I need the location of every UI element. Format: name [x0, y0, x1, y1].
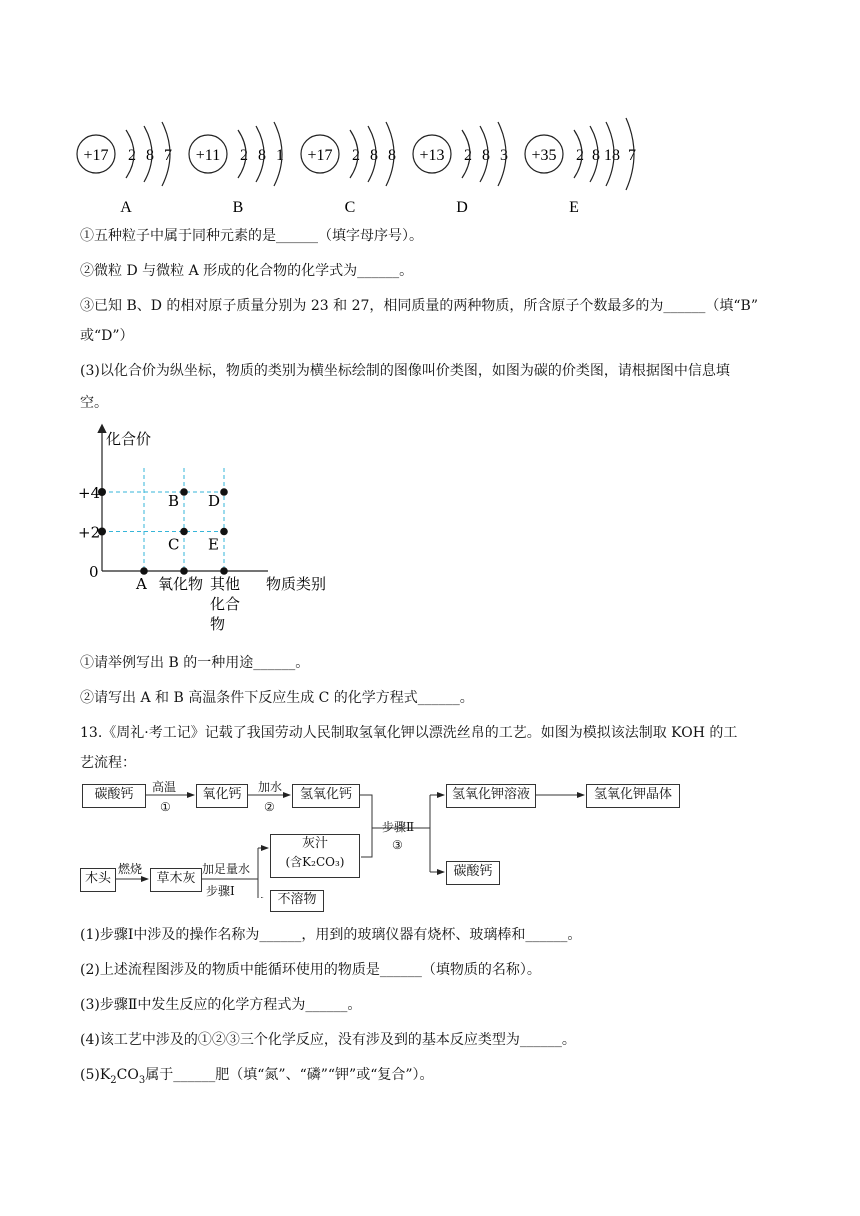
electron-count: 8 [146, 147, 154, 164]
electron-count: 1 [276, 147, 284, 164]
question-line: ①五种粒子中属于同种元素的是______（填字母序号）。 [80, 228, 423, 244]
x-tick-label: 化合 [210, 595, 241, 613]
q5-subscript: 3 [138, 1074, 146, 1086]
label-burn: 燃烧 [118, 862, 143, 876]
point-label: E [208, 535, 219, 554]
flow-node-lye [270, 834, 360, 878]
x-tick-label: 物 [210, 615, 226, 633]
atom-label: A [120, 199, 132, 216]
nucleus-charge: +13 [419, 147, 445, 164]
nucleus-charge: +17 [307, 147, 333, 164]
electron-count: 7 [164, 147, 172, 164]
question-line: ②微粒 D 与微粒 A 形成的化合物的化学式为______。 [80, 263, 414, 279]
flow-node-cao: 氧化钙 [196, 784, 248, 808]
electron-count: 2 [240, 147, 248, 164]
q5-subscript: 2 [110, 1074, 117, 1086]
label-step-i: 步骤Ⅰ [206, 884, 235, 898]
label-step-ii: 步骤Ⅱ [382, 820, 415, 834]
point-label: B [168, 492, 180, 510]
electron-count: 8 [388, 147, 396, 164]
axis-point [180, 567, 188, 575]
atomic-structure-diagrams [76, 100, 676, 220]
question-line: (4)该工艺中涉及的①②③三个化学反应，没有涉及到的基本反应类型为______。 [80, 1032, 576, 1048]
label-step-3: ③ [392, 838, 403, 852]
point-label: D [208, 492, 221, 510]
question-line: (3)步骤Ⅱ中发生反应的化学方程式为______。 [80, 997, 362, 1013]
question-line: ①请举例写出 B 的一种用途______。 [80, 655, 310, 671]
electron-count: 18 [604, 147, 620, 164]
data-point [140, 567, 148, 575]
question-line: 或“D”） [80, 328, 134, 344]
electron-count: 3 [500, 147, 508, 164]
flow-node-caoh2: 氢氧化钙 [292, 784, 360, 808]
y-tick-label: +4 [78, 484, 101, 502]
x-axis-title: 物质类别 [266, 575, 327, 593]
y-axis-title: 化合价 [106, 430, 152, 448]
electron-count: 8 [370, 147, 378, 164]
lye-sub-label: (含K₂CO₃) [285, 855, 345, 869]
question-line: ③已知 B、D 的相对原子质量分别为 23 和 27，相同质量的两种物质，所含原子个数最多的为______（填“B” [80, 298, 758, 314]
data-point [180, 528, 188, 536]
flow-node-koh-crystal: 氢氧化钾晶体 [586, 784, 680, 808]
atom-label: E [569, 199, 579, 216]
q5-suffix: 属于______肥（填“氮”、“磷”“钾”或“复合”）。 [145, 1067, 434, 1083]
question-line: 艺流程： [80, 755, 136, 771]
atom-label: B [232, 199, 244, 216]
data-point [220, 488, 228, 496]
point-label: C [168, 535, 180, 554]
q5-co: CO [116, 1067, 139, 1083]
x-tick-label: 氧化物 [158, 575, 204, 593]
question-line [80, 1065, 434, 1091]
axis-point [220, 567, 228, 575]
flow-node-insoluble: 不溶物 [270, 890, 324, 912]
flow-node-wood: 木头 [80, 868, 116, 892]
flow-node-caco3: 碳酸钙 [82, 784, 146, 808]
data-point [180, 488, 188, 496]
electron-count: 8 [592, 147, 600, 164]
question-line: 空。 [80, 395, 108, 411]
question-line: (3)以化合价为纵坐标，物质的类别为横坐标绘制的图像叫价类图，如图为碳的价类图，请根据图中信息填 [80, 363, 730, 379]
question-line: (2)上述流程图涉及的物质中能循环使用的物质是______（填物质的名称）。 [80, 962, 541, 978]
q5-prefix: (5)K [80, 1067, 111, 1083]
lye-label: 灰汁 [301, 836, 328, 851]
flow-node-plant-ash: 草木灰 [150, 868, 202, 892]
label-high-temp: 高温 [152, 780, 177, 794]
origin-label: 0 [89, 563, 99, 581]
nucleus-charge: +17 [83, 147, 109, 164]
electron-count: 2 [464, 147, 472, 164]
y-tick-label: +2 [78, 523, 101, 542]
valence-class-chart [78, 420, 358, 640]
atom-label: D [456, 199, 468, 216]
point-label: A [136, 575, 147, 593]
electron-count: 2 [576, 147, 584, 164]
electron-count: 2 [128, 147, 136, 164]
electron-count: 8 [258, 147, 266, 164]
label-step-1: ① [160, 800, 171, 814]
flow-node-koh-solution: 氢氧化钾溶液 [446, 784, 536, 808]
label-step-2: ② [264, 800, 275, 814]
question-line: ②请写出 A 和 B 高温条件下反应生成 C 的化学方程式______。 [80, 690, 474, 706]
electron-count: 2 [352, 147, 360, 164]
process-flow-diagram [80, 778, 720, 907]
question-line: 13.《周礼·考工记》记载了我国劳动人民制取氢氧化钾以漂洗丝帛的工艺。如图为模拟该法制取 KOH 的工 [80, 725, 738, 741]
nucleus-charge: +11 [195, 147, 221, 164]
x-tick-label: 其他 [210, 575, 241, 593]
label-add-water: 加水 [258, 780, 283, 794]
label-add-excess-water: 加足量水 [202, 862, 251, 876]
question-line: (1)步骤Ⅰ中涉及的操作名称为______，用到的玻璃仪器有烧杯、玻璃棒和______。 [80, 927, 582, 943]
data-point [220, 528, 228, 536]
nucleus-charge: +35 [531, 147, 557, 164]
electron-count: 7 [628, 147, 636, 164]
electron-count: 8 [482, 147, 490, 164]
flow-node-caco3-product: 碳酸钙 [446, 861, 500, 885]
atom-label: C [344, 199, 356, 216]
